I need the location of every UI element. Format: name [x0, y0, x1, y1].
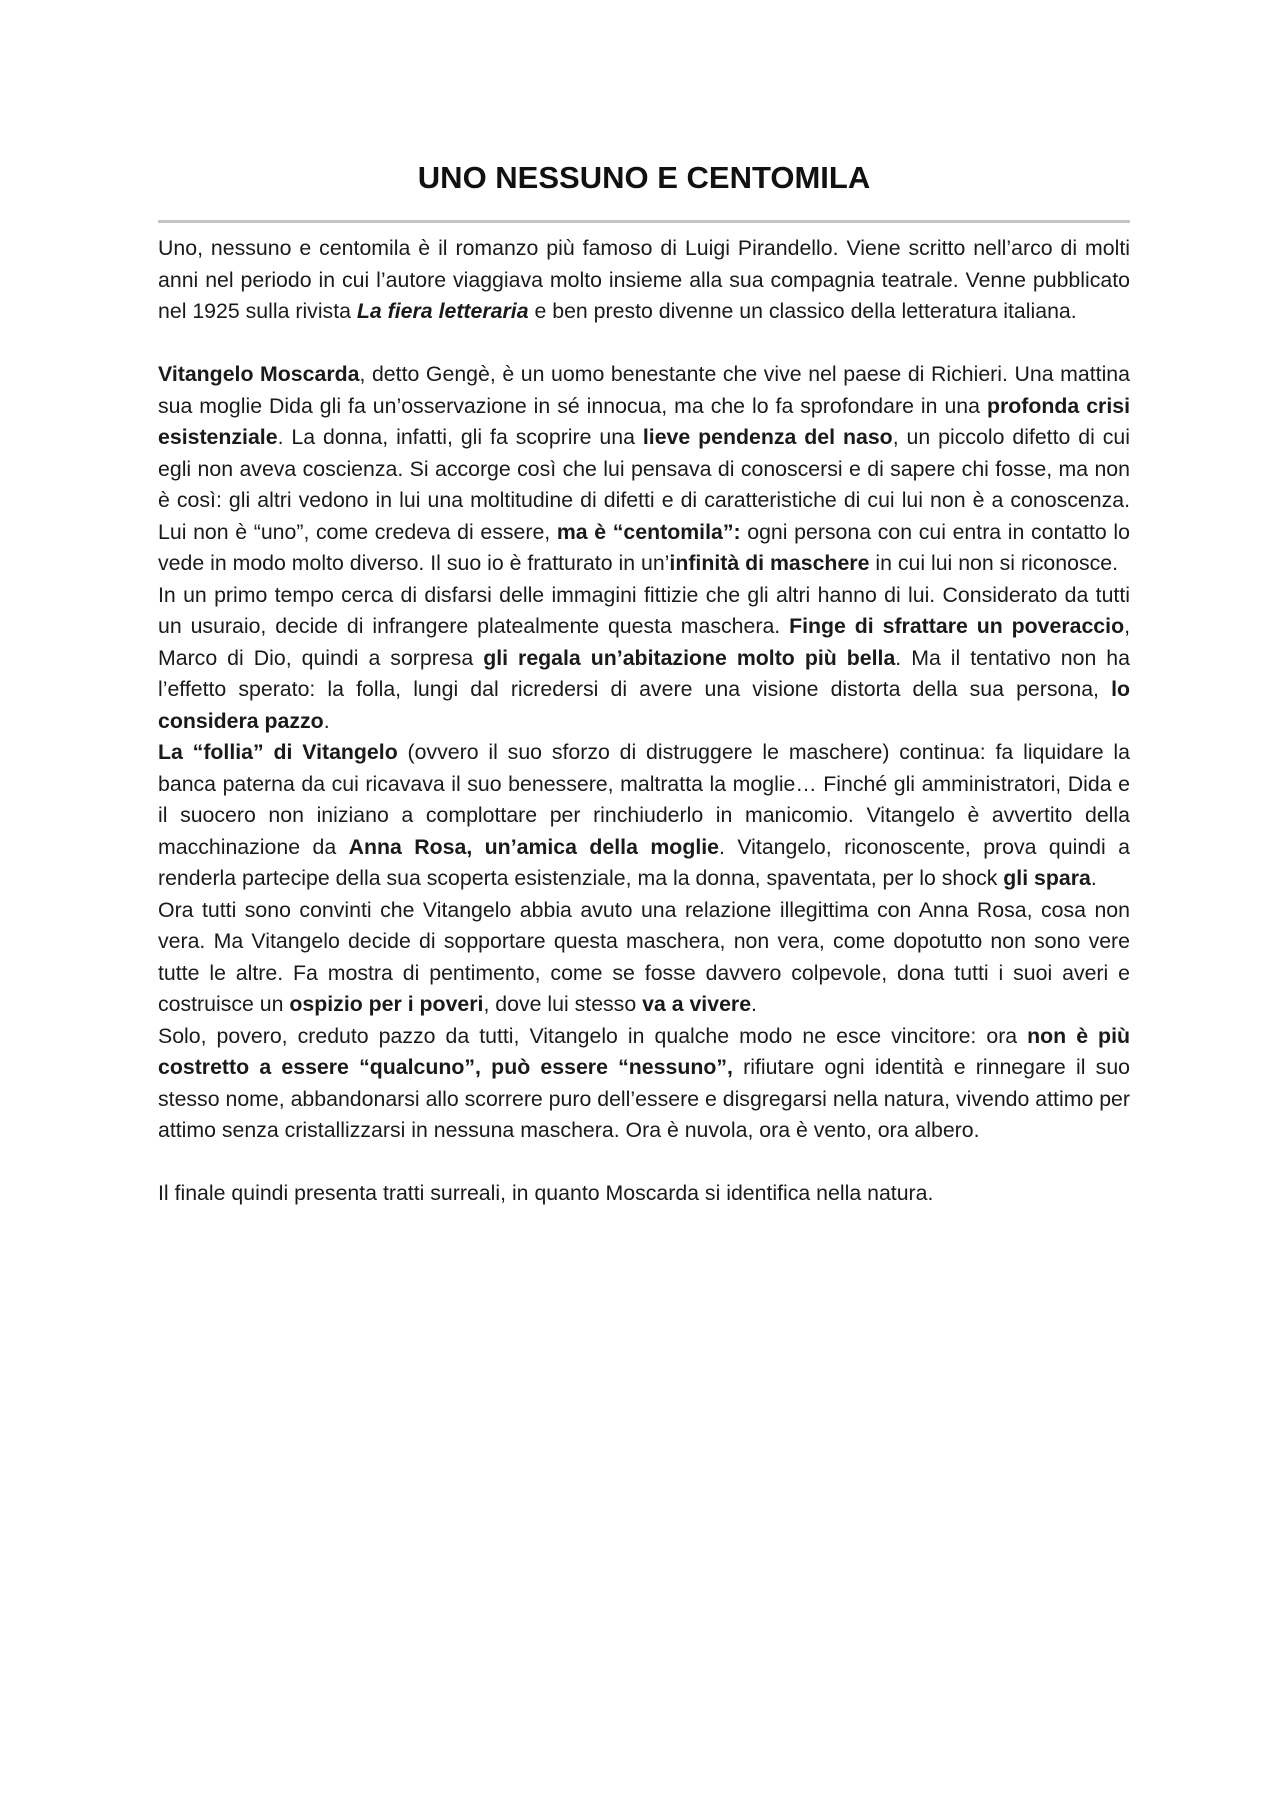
title-divider — [158, 220, 1130, 223]
text-run: , Marco di Dio, quindi a sorpresa — [158, 614, 1130, 670]
text-run: Il finale quindi presenta tratti surreali, in quanto Moscarda si identifica nella natura. — [158, 1181, 934, 1205]
bold-text: infinità di maschere — [669, 551, 870, 575]
text-run: In un primo tempo cerca di disfarsi delle immagini fittizie che gli altri hanno di lui. Considerato da tutti un usuraio, decide di infrangere platealmente questa maschera. — [158, 582, 1130, 638]
text-run: . La donna, infatti, gli fa scoprire una — [277, 425, 643, 449]
text-run: . — [323, 708, 330, 733]
paragraph — [158, 737, 1130, 895]
bold-text: Anna Rosa, un’amica della moglie — [348, 834, 720, 859]
bold-text: profonda crisi esistenziale — [158, 393, 1131, 449]
bold-text: Finge di sfrattare un poveraccio — [789, 614, 1125, 638]
paragraph — [158, 233, 1130, 328]
bold-text: ma è “centomila”: — [556, 519, 741, 544]
text-run: . Ma il tentativo non ha l’effetto sperato: la folla, lungi dal ricredersi di avere una visione distorta della sua persona, — [158, 645, 1131, 701]
paragraph — [158, 1178, 1130, 1210]
text-run: rifiutare ogni identità e rinnegare il suo stesso nome, abbandonarsi allo scorrere puro dell’essere e disgregarsi nella natura, vivendo attimo per attimo senza cristallizzarsi in nessuna maschera. Ora è nuvola, ora è vento, ora albero. — [158, 1055, 1131, 1142]
bold-text: ospizio per i poveri — [289, 992, 484, 1016]
text-run: ogni persona con cui entra in contatto lo vede in modo molto diverso. Il suo io è fratturato in un’ — [158, 519, 1130, 575]
bold-text: lieve pendenza del naso — [642, 425, 893, 449]
document-body — [158, 233, 1130, 1210]
text-run: . — [1090, 866, 1097, 890]
paragraph — [158, 895, 1130, 1021]
bold-text: La “follia” di Vitangelo — [158, 740, 398, 764]
text-run: , detto Gengè, è un uomo benestante che vive nel paese di Richieri. Una mattina sua moglie Dida gli fa un’osservazione in sé innocua, ma che lo fa sprofondare in una — [158, 362, 1130, 418]
text-run: e ben presto divenne un classico della letteratura italiana. — [528, 299, 1077, 323]
text-run: in cui lui non si riconosce. — [869, 551, 1119, 575]
bold-text: Vitangelo Moscarda — [158, 362, 360, 386]
bold-text: non è più costretto a essere “qualcuno”, può essere “nessuno”, — [158, 1023, 1130, 1079]
text-run: , dove lui stesso — [483, 992, 643, 1016]
bold-text: gli regala un’abitazione molto più bella — [483, 645, 896, 670]
text-run: Ora tutti sono convinti che Vitangelo abbia avuto una relazione illegittima con Anna Rosa, cosa non vera. Ma Vitangelo decide di sopportare questa maschera, non vera, come dopotutto non sono vere tutte le altre. Fa mostra di pentimento, come se fosse davvero colpevole, dona tutti i suoi averi e costruisce un — [158, 897, 1130, 1016]
bold-italic-text: La fiera letteraria — [356, 299, 529, 323]
bold-text: gli spara — [1003, 866, 1091, 890]
page-title: UNO NESSUNO E CENTOMILA — [417, 160, 871, 195]
bold-text: va a vivere — [642, 992, 752, 1016]
text-run: , un piccolo difetto di cui egli non aveva coscienza. Si accorge così che lui pensava di conoscersi e di sapere chi fosse, ma non è così: gli altri vedono in lui una moltitudine di difetti e di caratteristiche di cui lui non è a conoscenza. Lui non è “uno”, come credeva di essere, — [158, 425, 1131, 544]
text-run: Solo, povero, creduto pazzo da tutti, Vitangelo in qualche modo ne esce vincitore: ora — [158, 1023, 1028, 1048]
text-run: . Vitangelo, riconoscente, prova quindi a renderla partecipe della sua scoperta esistenziale, ma la donna, spaventata, per lo shock — [158, 834, 1131, 890]
paragraph — [158, 1021, 1130, 1147]
bold-text: lo considera pazzo — [158, 677, 1130, 733]
paragraph — [158, 359, 1130, 580]
text-run: Uno, nessuno e centomila è il romanzo più famoso di Luigi Pirandello. Viene scritto nell’arco di molti anni nel periodo in cui l’autore viaggiava molto insieme alla sua compagnia teatrale. Venne pubblicato nel 1925 sulla rivista — [158, 236, 1130, 323]
text-run: (ovvero il suo sforzo di distruggere le maschere) continua: fa liquidare la banca paterna da cui ricavava il suo benessere, maltratta la moglie… Finché gli amministratori, Dida e il suocero non iniziano a complottare per rinchiuderlo in manicomio. Vitangelo è avvertito della macchinazione da — [158, 740, 1130, 859]
text-run: . — [751, 992, 757, 1016]
paragraph — [158, 580, 1130, 738]
